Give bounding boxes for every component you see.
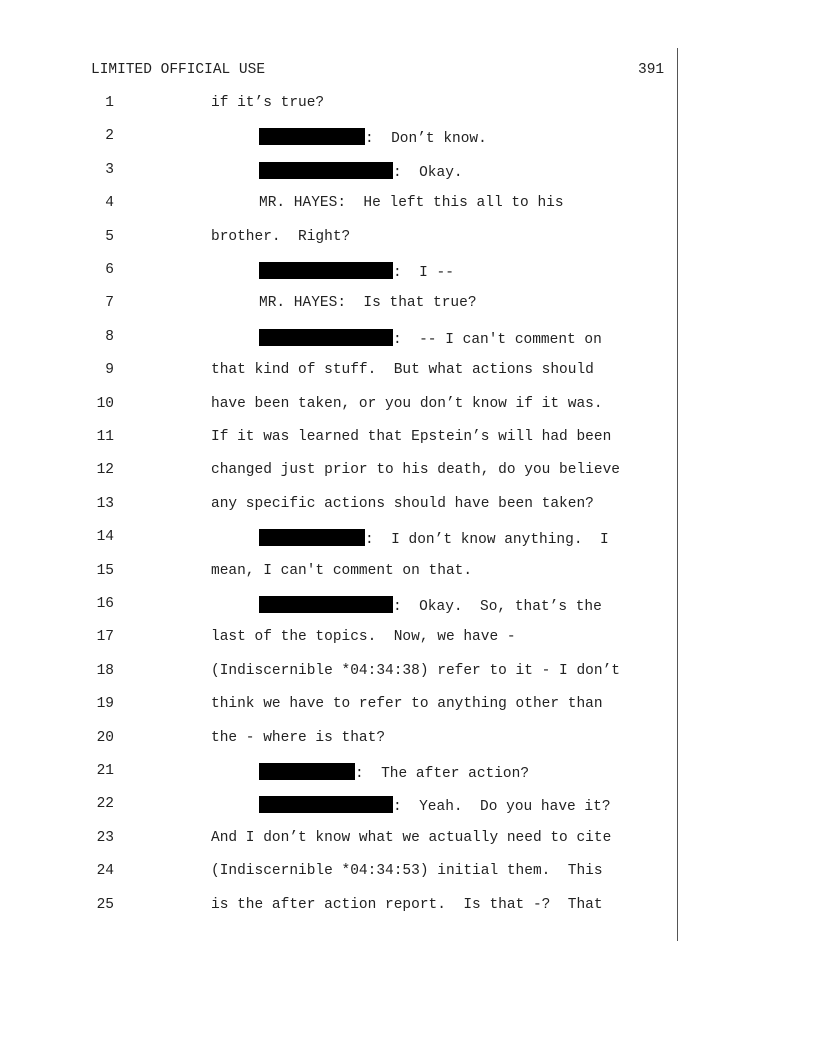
line-text-content: (Indiscernible *04:34:53) initial them. This bbox=[211, 863, 603, 880]
line-text bbox=[211, 563, 472, 579]
line-text bbox=[211, 696, 603, 712]
transcript-line bbox=[0, 830, 816, 854]
transcript-line bbox=[0, 897, 816, 921]
line-text bbox=[211, 830, 611, 846]
transcript-line bbox=[0, 563, 816, 587]
transcript-line bbox=[0, 195, 816, 219]
line-text-content: MR. HAYES: He left this all to his bbox=[259, 195, 564, 212]
redaction-block bbox=[259, 162, 393, 179]
line-number: 8 bbox=[105, 328, 114, 345]
transcript-line bbox=[0, 362, 816, 386]
classification-header: LIMITED OFFICIAL USE bbox=[91, 62, 266, 78]
line-number: 15 bbox=[96, 562, 114, 579]
line-text bbox=[211, 396, 603, 412]
line-text-content: last of the topics. Now, we have - bbox=[211, 629, 516, 646]
transcript-line bbox=[0, 128, 816, 152]
line-text-content: If it was learned that Epstein’s will had been bbox=[211, 429, 612, 445]
transcript-line bbox=[0, 229, 816, 253]
line-text bbox=[211, 462, 620, 478]
page-number: 391 bbox=[638, 62, 665, 78]
line-text bbox=[211, 229, 350, 245]
line-text-content: : I don’t know anything. I bbox=[365, 532, 609, 549]
line-text-content: that kind of stuff. But what actions should bbox=[211, 362, 594, 379]
transcript-line bbox=[0, 863, 816, 887]
line-text bbox=[259, 763, 529, 782]
line-text-content: have been taken, or you don’t know if it was. bbox=[211, 395, 603, 412]
transcript-line bbox=[0, 629, 816, 653]
redaction-block bbox=[259, 329, 393, 346]
line-text-content: mean, I can't comment on that. bbox=[211, 562, 473, 579]
line-text-content: brother. Right? bbox=[211, 228, 351, 245]
transcript-line bbox=[0, 529, 816, 553]
line-number: 10 bbox=[96, 395, 114, 412]
line-text-content: And I don’t know what we actually need to cite bbox=[211, 829, 612, 846]
transcript-line bbox=[0, 396, 816, 420]
line-number: 5 bbox=[105, 228, 114, 245]
line-number: 19 bbox=[96, 696, 114, 713]
line-text-content: any specific actions should have been taken? bbox=[211, 495, 594, 512]
line-text bbox=[211, 897, 603, 913]
line-number: 1 bbox=[105, 95, 114, 111]
line-text-content: think we have to refer to anything other than bbox=[211, 696, 603, 713]
line-text-content: if it’s true? bbox=[211, 95, 325, 111]
transcript-line bbox=[0, 329, 816, 353]
transcript-line bbox=[0, 796, 816, 820]
line-text bbox=[259, 295, 477, 311]
line-number: 12 bbox=[96, 462, 114, 479]
line-text bbox=[259, 529, 609, 548]
line-text bbox=[211, 629, 516, 645]
line-number: 25 bbox=[96, 896, 114, 913]
transcript-line bbox=[0, 663, 816, 687]
line-text-content: : -- I can't comment on bbox=[393, 331, 602, 348]
line-text-content: the - where is that? bbox=[211, 729, 386, 746]
line-text bbox=[211, 496, 594, 512]
line-number: 24 bbox=[96, 863, 114, 880]
line-number: 6 bbox=[105, 262, 114, 278]
line-number: 13 bbox=[96, 495, 114, 512]
line-number: 21 bbox=[96, 763, 114, 779]
redaction-block bbox=[259, 596, 393, 613]
transcript-line bbox=[0, 162, 816, 186]
line-number: 17 bbox=[96, 629, 114, 646]
line-number: 22 bbox=[96, 796, 114, 813]
line-number: 3 bbox=[105, 161, 114, 178]
line-text-content: : Okay. So, that’s the bbox=[393, 599, 602, 615]
line-text bbox=[259, 796, 611, 815]
line-text-content: : Don’t know. bbox=[365, 131, 487, 148]
transcript-line bbox=[0, 429, 816, 453]
line-number: 4 bbox=[105, 195, 114, 212]
line-number: 11 bbox=[96, 429, 114, 445]
line-text-content: : The after action? bbox=[355, 766, 530, 782]
transcript-line bbox=[0, 295, 816, 319]
line-text-content: : Yeah. Do you have it? bbox=[393, 799, 611, 816]
line-text-content: (Indiscernible *04:34:38) refer to it - I don’t bbox=[211, 662, 620, 679]
line-number: 14 bbox=[96, 529, 114, 546]
line-text bbox=[211, 863, 603, 879]
redaction-block bbox=[259, 763, 355, 780]
line-text bbox=[211, 362, 594, 378]
redaction-block bbox=[259, 262, 393, 279]
line-number: 20 bbox=[96, 729, 114, 746]
transcript-line bbox=[0, 496, 816, 520]
transcript-line bbox=[0, 596, 816, 620]
line-text bbox=[211, 663, 620, 679]
line-text-content: : Okay. bbox=[393, 164, 463, 181]
transcript-line bbox=[0, 462, 816, 486]
line-text bbox=[259, 329, 602, 348]
line-number: 18 bbox=[96, 662, 114, 679]
line-text-content: changed just prior to his death, do you believe bbox=[211, 462, 620, 479]
redaction-block bbox=[259, 796, 393, 813]
redaction-block bbox=[259, 529, 365, 546]
line-text bbox=[211, 429, 611, 445]
line-text bbox=[259, 128, 487, 147]
line-number: 23 bbox=[96, 829, 114, 846]
transcript-line bbox=[0, 763, 816, 787]
line-number: 7 bbox=[105, 295, 114, 312]
line-text bbox=[211, 730, 385, 746]
transcript-line bbox=[0, 95, 816, 119]
transcript-line bbox=[0, 696, 816, 720]
transcript-line bbox=[0, 730, 816, 754]
line-text bbox=[259, 195, 564, 211]
line-text bbox=[259, 262, 454, 281]
line-text-content: : I -- bbox=[393, 265, 454, 281]
line-text bbox=[259, 596, 602, 615]
transcript-line bbox=[0, 262, 816, 286]
line-text-content: is the after action report. Is that -? That bbox=[211, 896, 603, 913]
line-text bbox=[259, 162, 463, 181]
line-text bbox=[211, 95, 324, 111]
line-number: 16 bbox=[96, 596, 114, 612]
line-number: 9 bbox=[105, 362, 114, 379]
line-text-content: MR. HAYES: Is that true? bbox=[259, 295, 477, 312]
redaction-block bbox=[259, 128, 365, 145]
line-number: 2 bbox=[105, 128, 114, 145]
